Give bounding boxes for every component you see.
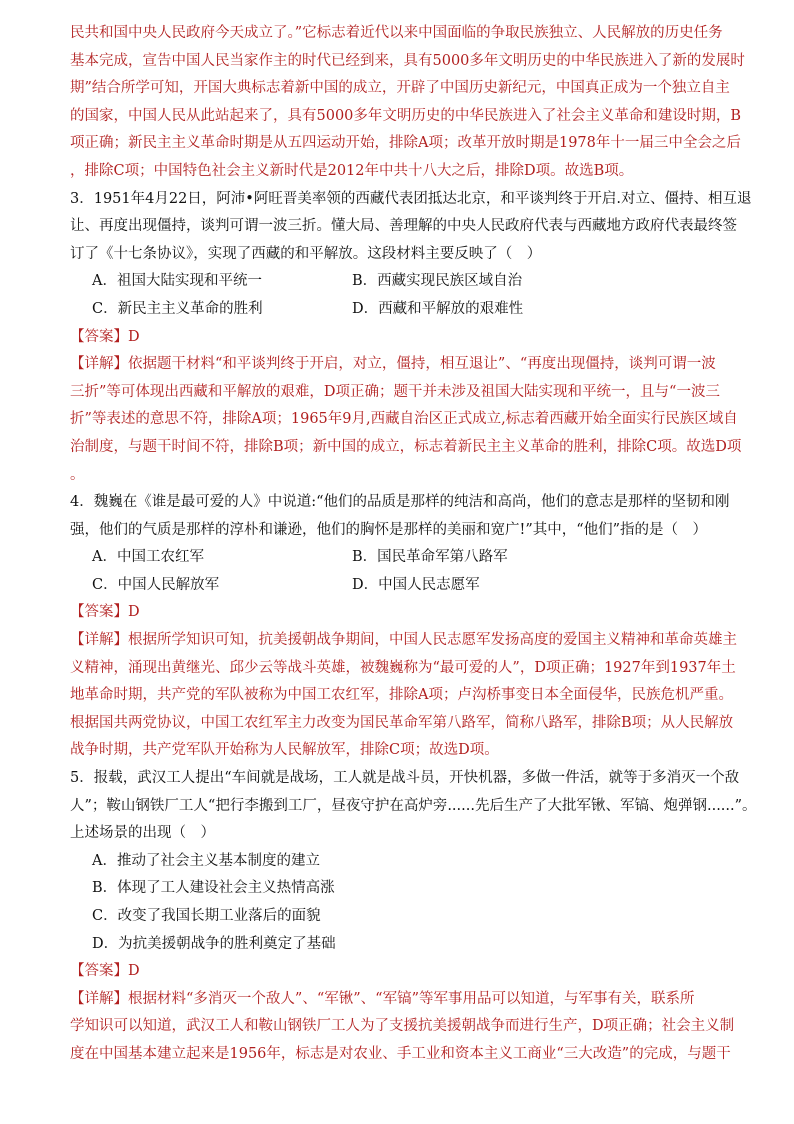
detail-line: 折”等表述的意思不符，排除A项；1965年9月,西藏自治区正式成立,标志着西藏开始全面实行民族区域自: [70, 411, 738, 428]
option-b[interactable]: B．西藏实现民族区域自治: [352, 273, 523, 290]
answer-label: 【答案】: [70, 604, 128, 621]
text-line: 基本完成，宣告中国人民当家作主的时代已经到来，具有5000多年文明历史的中华民族进入了新的发展时: [70, 52, 745, 69]
answer-value: D: [128, 963, 140, 980]
detail-line: 【详解】根据所学知识可知，抗美援朝战争期间，中国人民志愿军发扬高度的爱国主义精神和革命英雄主: [70, 632, 737, 649]
detail-line: 【详解】依据题干材料“和平谈判终于开启，对立，僵持，相互退让”、“再度出现僵持，谈判可谓一波: [70, 356, 716, 373]
detail-block: [70, 627, 737, 765]
text-line: 项正确；新民主主义革命时期是从五四运动开始，排除A项；改革开放时期是1978年十一届三中全会之后: [70, 135, 741, 152]
text-line: 期”结合所学可知，开国大典标志着新中国的成立，开辟了中国历史新纪元，中国真正成为一个独立自主: [70, 80, 730, 97]
detail-label: 【详解】: [70, 632, 128, 649]
option-c[interactable]: C．改变了我国长期工业落后的面貌: [92, 908, 321, 924]
answer-line: [70, 599, 730, 627]
question-5: [70, 765, 757, 1069]
text-line: 的国家，中国人民从此站起来了，具有5000多年文明历史的中华民族进入了社会主义革命和建设时期，B: [70, 107, 742, 124]
detail-line: 根据国共两党协议，中国工农红军主力改变为国民革命军第八路军，简称八路军，排除B项；从人民解放: [70, 714, 734, 731]
answer-value: D: [128, 604, 140, 621]
option-c[interactable]: C．中国人民解放军: [92, 576, 220, 593]
option-a[interactable]: A．祖国大陆实现和平统一: [92, 273, 262, 290]
question-stem: 让、再度出现僵持，谈判可谓一波三折。懂大局、善理解的中央人民政府代表与西藏地方政府代表最终签: [70, 218, 737, 235]
option-d[interactable]: D．西藏和平解放的艰难性: [352, 300, 524, 317]
answer-line: [70, 324, 730, 352]
document-page: [70, 20, 757, 1069]
option-row: [70, 296, 730, 324]
answer-line: [70, 958, 730, 986]
text-line: ，排除C项；中国特色社会主义新时代是2012年中共十八大之后，排除D项。故选B项。: [70, 162, 634, 179]
question-stem: 人”；鞍山钢铁厂工人“把行李搬到工厂，昼夜守护在高炉旁......先后生产了大批军锹、军镐、炮弹钢......”。: [70, 797, 757, 814]
detail-line: 。: [70, 466, 85, 483]
detail-line: 治制度，与题干时间不符，排除B项；新中国的成立，标志着新民主主义革命的胜利，排除C项。故选D项: [70, 438, 742, 455]
detail-line: 度在中国基本建立起来是1956年，标志是对农业、手工业和资本主义工商业“三大改造”的完成，与题干: [70, 1045, 731, 1062]
detail-label: 【详解】: [70, 356, 128, 373]
previous-explanation: [70, 20, 745, 186]
question-stem: 5．报载，武汉工人提出“车间就是战场，工人就是战斗员，开快机器，多做一件活，就等于多消灭一个敌: [70, 770, 740, 787]
question-4: [70, 489, 737, 765]
question-stem: 3．1951年4月22日，阿沛•阿旺晋美率领的西藏代表团抵达北京，和平谈判终于开启.对立、僵持、相互退: [70, 190, 752, 207]
detail-line: 战争时期，共产党军队开始称为人民解放军，排除C项；故选D项。: [70, 742, 499, 759]
answer-label: 【答案】: [70, 328, 128, 345]
option-c[interactable]: C．新民主主义革命的胜利: [92, 300, 263, 317]
question-3: [70, 186, 752, 490]
detail-line: 义精神，涌现出黄继光、邱少云等战斗英雄，被魏巍称为“最可爱的人”，D项正确；1927年到1937年土: [70, 659, 736, 676]
detail-line: 学知识可以知道，武汉工人和鞍山钢铁厂工人为了支援抗美援朝战争而进行生产，D项正确；社会主义制: [70, 1018, 735, 1035]
answer-label: 【答案】: [70, 963, 128, 980]
option-row: [70, 268, 730, 296]
answer-value: D: [128, 328, 140, 345]
detail-line: 三折”等可体现出西藏和平解放的艰难，D项正确；题干并未涉及祖国大陆实现和平统一，且与“一波三: [70, 383, 720, 400]
text-line: 民共和国中央人民政府今天成立了。”它标志着近代以来中国面临的争取民族独立、人民解放的历史任务: [70, 25, 723, 41]
option-row: [70, 572, 730, 600]
question-stem: 4．魏巍在《谁是最可爱的人》中说道:“他们的品质是那样的纯洁和高尚，他们的意志是那样的坚韧和刚: [70, 494, 730, 511]
option-b[interactable]: B．体现了工人建设社会主义热情高涨: [92, 880, 335, 897]
option-b[interactable]: B．国民革命军第八路军: [352, 549, 508, 566]
option-a[interactable]: A．推动了社会主义基本制度的建立: [92, 852, 320, 869]
option-a[interactable]: A．中国工农红军: [92, 549, 204, 566]
option-d[interactable]: D．中国人民志愿军: [352, 576, 480, 593]
detail-block: [70, 351, 742, 489]
detail-line: 【详解】根据材料“多消灭一个敌人”、“军锹”、“军镐”等军事用品可以知道，与军事有关，联系所: [70, 990, 695, 1007]
detail-block: [70, 986, 735, 1069]
question-stem: 强，他们的气质是那样的淳朴和谦逊，他们的胸怀是那样的美丽和宽广!”其中，“他们”指的是（ ）: [70, 521, 708, 538]
detail-label: 【详解】: [70, 990, 128, 1007]
option-row: [70, 544, 730, 572]
detail-line: 地革命时期，共产党的军队被称为中国工农红军，排除A项；卢沟桥事变日本全面侵华，民族危机严重。: [70, 687, 733, 704]
option-d[interactable]: D．为抗美援朝战争的胜利奠定了基础: [92, 935, 336, 952]
question-stem: 订了《十七条协议》，实现了西藏的和平解放。这段材料主要反映了（ ）: [70, 245, 542, 262]
question-stem: 上述场景的出现（ ）: [70, 825, 215, 842]
